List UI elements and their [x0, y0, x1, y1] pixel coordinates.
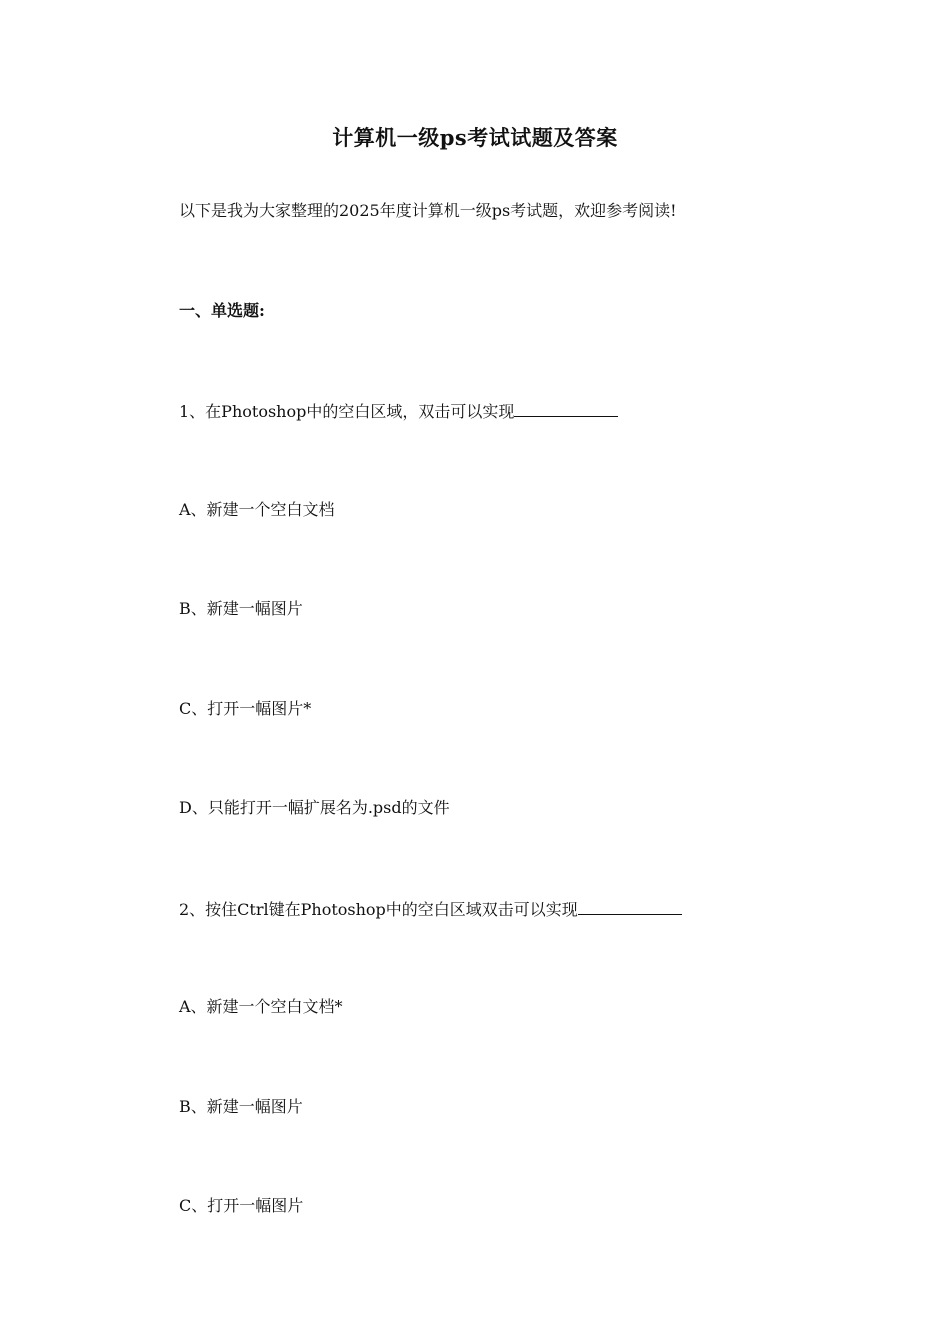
question-1-option-c: C、打开一幅图片* — [179, 699, 312, 718]
answer-blank — [514, 399, 618, 417]
question-2-text: 2、按住Ctrl键在Photoshop中的空白区域双击可以实现 — [179, 900, 578, 919]
question-2-option-a: A、新建一个空白文档* — [179, 997, 343, 1016]
answer-blank — [578, 897, 682, 915]
question-2-option-b: B、新建一幅图片 — [179, 1097, 303, 1116]
intro-paragraph: 以下是我为大家整理的2025年度计算机一级ps考试题，欢迎参考阅读! — [179, 201, 677, 220]
question-1-stem — [179, 399, 618, 423]
document-title: 计算机一级ps考试试题及答案 — [332, 125, 618, 150]
question-1-option-a: A、新建一个空白文档 — [179, 500, 335, 519]
question-2-stem — [179, 897, 682, 921]
question-2-option-c: C、打开一幅图片 — [179, 1196, 304, 1215]
section-heading: 一、单选题: — [179, 301, 265, 320]
question-1-text: 1、在Photoshop中的空白区域，双击可以实现 — [179, 402, 515, 421]
question-1-option-b: B、新建一幅图片 — [179, 599, 303, 618]
question-1-option-d: D、只能打开一幅扩展名为.psd的文件 — [179, 798, 450, 817]
